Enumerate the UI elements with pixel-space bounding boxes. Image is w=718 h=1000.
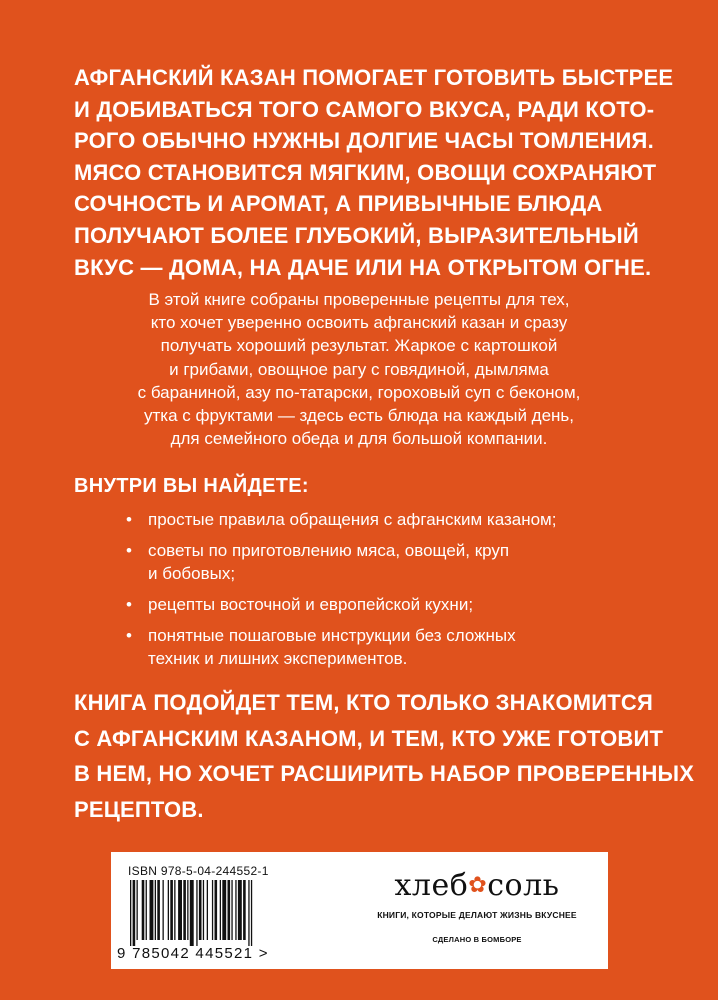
barcode-bar [183,880,186,940]
barcode-bar [207,880,208,940]
list-item [126,593,646,616]
closing-line: В НЕМ, НО ХОЧЕТ РАСШИРИТЬ НАБОР ПРОВЕРЕННЫХ [74,761,695,786]
barcode-bar [228,880,231,940]
lead-line: ПОЛУЧАЮТ БОЛЕЕ ГЛУБОКИЙ, ВЫРАЗИТЕЛЬНЫЙ [74,222,639,248]
lead-line: МЯСО СТАНОВИТСЯ МЯГКИМ, ОВОЩИ СОХРАНЯЮТ [74,159,657,185]
barcode-bar [248,880,249,946]
publisher-tagline: КНИГИ, КОТОРЫЕ ДЕЛАЮТ ЖИЗНЬ ВКУСНЕЕ [377,910,577,920]
barcode-bar [187,880,188,940]
barcode-bar [196,880,197,946]
intro-paragraph [0,288,718,450]
lead-line: ВКУС — ДОМА, НА ДАЧЕ ИЛИ НА ОТКРЫТОМ ОГНЕ. [74,254,652,280]
barcode-bar [212,880,213,940]
list-item-line: понятные пошаговые инструкции без сложных [148,626,516,645]
inside-list [126,500,646,670]
intro-line: для семейного обеда и для большой компании. [170,429,548,449]
barcode-bar [133,880,136,946]
list-item-line: простые правила обращения с афганским казаном; [148,510,557,529]
barcode-bar [155,880,156,940]
barcode-bar [142,880,145,940]
closing-paragraph [74,685,695,827]
list-item [126,508,646,531]
lead-line: АФГАНСКИЙ КАЗАН ПОМОГАЕТ ГОТОВИТЬ БЫСТРЕЕ [74,65,674,90]
barcode-bar [243,880,246,940]
list-item-line: советы по приготовлению мяса, овощей, круп [148,541,510,560]
lead-line: РОГО ОБЫЧНО НУЖНЫ ДОЛГИЕ ЧАСЫ ТОМЛЕНИЯ. [74,128,654,154]
intro-line: В этой книге собраны проверенные рецепты для тех, [148,290,570,309]
barcode-bar [190,880,194,946]
isbn-text: ISBN 978-5-04-244552-1 [128,864,269,878]
list-item-line: и бобовых; [148,564,236,583]
barcode-bar [146,880,147,940]
barcode-bar [130,880,131,946]
barcode-label [111,852,608,969]
brand-right: соль [487,868,560,903]
barcode-bar [222,880,226,940]
closing-line: КНИГА ПОДОЙДЕТ ТЕМ, КТО ТОЛЬКО ЗНАКОМИТСЯ [74,690,654,715]
barcode-digits: 9 785042 445521 > [117,945,269,962]
list-item-line: рецепты восточной и европейской кухни; [148,595,474,614]
intro-line: получать хороший результат. Жаркое с картошкой [160,336,558,356]
intro-line: кто хочет уверенно освоить афганский казан и сразу [150,313,568,333]
list-item-line: техник и лишних экспериментов. [148,649,408,668]
bullet-icon: • [126,541,132,560]
barcode-bar [235,880,236,940]
closing-line: С АФГАНСКИМ КАЗАНОМ, И ТЕМ, КТО УЖЕ ГОТОВИТ [74,725,664,751]
flower-icon: ✿ [468,873,488,898]
inside-heading: ВНУТРИ ВЫ НАЙДЕТЕ: [74,475,309,497]
barcode-bar [220,880,221,940]
brand-left: хлеб [394,868,469,903]
barcode-bar [150,880,154,940]
barcode-bar [215,880,218,940]
barcode-bar [170,880,173,940]
intro-line: и грибами, овощное рагу с говядиной, дымляма [169,359,549,379]
lead-line: СОЧНОСТЬ И АРОМАТ, А ПРИВЫЧНЫЕ БЛЮДА [74,191,603,217]
made-in-label: СДЕЛАНО В БОМБОРЕ [432,935,522,944]
barcode-bar [168,880,169,940]
list-item [126,624,646,670]
barcode-bar [251,880,252,946]
barcode-icon [128,880,333,946]
closing-line: РЕЦЕПТОВ. [74,796,204,822]
barcode-bar [203,880,204,940]
barcode-bar [231,880,232,940]
barcode-bar [199,880,202,940]
lead-line: И ДОБИВАТЬСЯ ТОГО САМОГО ВКУСА, РАДИ КОТО- [74,96,655,122]
barcode-bar [157,880,160,940]
barcode-bar [137,880,138,940]
barcode-bar [174,880,175,940]
intro-line: утка с фруктами — здесь есть блюда на каждый день, [143,406,575,426]
barcode-bar [163,880,164,940]
list-item [126,539,646,585]
intro-line: с бараниной, азу по-татарски, гороховый суп с беконом, [137,382,581,402]
lead-paragraph [74,62,674,283]
bullet-icon: • [126,626,132,645]
barcode-bar [178,880,182,940]
publisher-logo [356,868,598,904]
bullet-icon: • [126,510,132,529]
bullet-icon: • [126,595,132,614]
barcode-bar [238,880,242,940]
